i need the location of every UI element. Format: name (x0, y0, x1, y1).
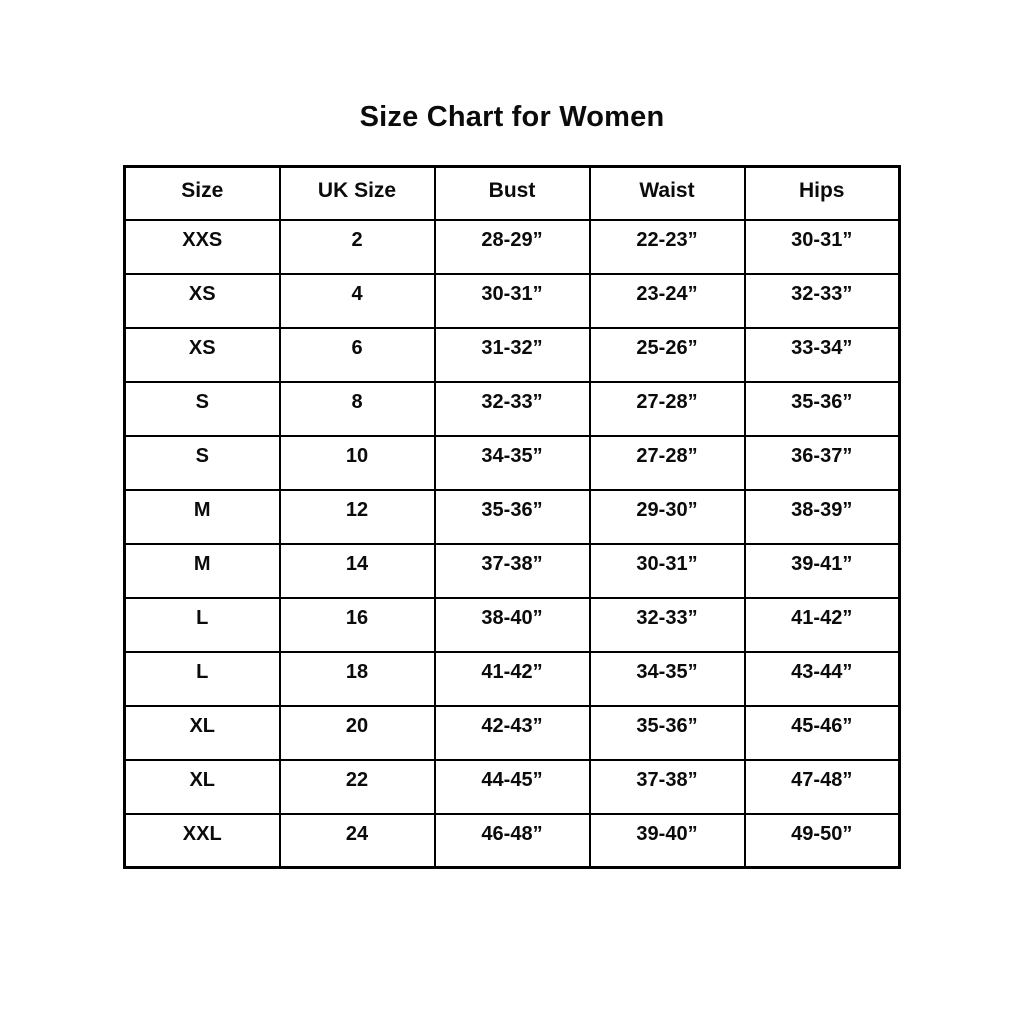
table-cell: S (125, 436, 280, 490)
table-cell: L (125, 652, 280, 706)
size-chart-table (123, 165, 901, 869)
table-cell: 18 (280, 652, 435, 706)
table-row (125, 274, 900, 328)
table-cell: XL (125, 706, 280, 760)
table-row (125, 436, 900, 490)
table-cell: M (125, 544, 280, 598)
table-cell: 30-31” (435, 274, 590, 328)
table-cell: 32-33” (745, 274, 900, 328)
table-cell: 33-34” (745, 328, 900, 382)
table-cell: 37-38” (435, 544, 590, 598)
table-row (125, 328, 900, 382)
table-cell: 23-24” (590, 274, 745, 328)
table-cell: 30-31” (745, 220, 900, 274)
table-cell: XS (125, 328, 280, 382)
table-cell: 25-26” (590, 328, 745, 382)
table-row (125, 652, 900, 706)
table-cell: L (125, 598, 280, 652)
table-cell: 20 (280, 706, 435, 760)
table-cell: XXL (125, 814, 280, 868)
table-cell: 41-42” (745, 598, 900, 652)
table-cell: 4 (280, 274, 435, 328)
table-cell: 14 (280, 544, 435, 598)
table-row (125, 760, 900, 814)
table-cell: 49-50” (745, 814, 900, 868)
table-cell: XXS (125, 220, 280, 274)
table-cell: 32-33” (435, 382, 590, 436)
table-cell: 28-29” (435, 220, 590, 274)
table-cell: 38-39” (745, 490, 900, 544)
table-cell: M (125, 490, 280, 544)
table-row (125, 490, 900, 544)
header-row (125, 167, 900, 220)
table-cell: 46-48” (435, 814, 590, 868)
table-head (125, 167, 900, 220)
table-cell: 31-32” (435, 328, 590, 382)
header-cell: Size (125, 167, 280, 220)
table-cell: 12 (280, 490, 435, 544)
table-cell: 22-23” (590, 220, 745, 274)
table-cell: 36-37” (745, 436, 900, 490)
header-cell: Hips (745, 167, 900, 220)
table-cell: 16 (280, 598, 435, 652)
table-cell: XL (125, 760, 280, 814)
header-cell: Waist (590, 167, 745, 220)
table-cell: 35-36” (435, 490, 590, 544)
table-body (125, 220, 900, 868)
table-cell: 44-45” (435, 760, 590, 814)
table-cell: 45-46” (745, 706, 900, 760)
table-cell: 47-48” (745, 760, 900, 814)
table-row (125, 814, 900, 868)
table-cell: 10 (280, 436, 435, 490)
table-cell: 22 (280, 760, 435, 814)
table-cell: 34-35” (590, 652, 745, 706)
table-cell: 8 (280, 382, 435, 436)
table-cell: S (125, 382, 280, 436)
table-row (125, 544, 900, 598)
table-cell: 42-43” (435, 706, 590, 760)
table-cell: 39-40” (590, 814, 745, 868)
table-cell: 29-30” (590, 490, 745, 544)
table-cell: 41-42” (435, 652, 590, 706)
table-row (125, 382, 900, 436)
table-cell: 39-41” (745, 544, 900, 598)
table-cell: 27-28” (590, 382, 745, 436)
table-row (125, 706, 900, 760)
table-cell: 2 (280, 220, 435, 274)
table-cell: 30-31” (590, 544, 745, 598)
table-cell: 35-36” (745, 382, 900, 436)
table-cell: 27-28” (590, 436, 745, 490)
table-cell: XS (125, 274, 280, 328)
table-cell: 34-35” (435, 436, 590, 490)
table-row (125, 220, 900, 274)
table-cell: 43-44” (745, 652, 900, 706)
table-row (125, 598, 900, 652)
page-title: Size Chart for Women (359, 101, 665, 133)
table-cell: 37-38” (590, 760, 745, 814)
table-cell: 38-40” (435, 598, 590, 652)
header-cell: UK Size (280, 167, 435, 220)
table-cell: 24 (280, 814, 435, 868)
header-cell: Bust (435, 167, 590, 220)
table-cell: 6 (280, 328, 435, 382)
table-cell: 32-33” (590, 598, 745, 652)
table-cell: 35-36” (590, 706, 745, 760)
